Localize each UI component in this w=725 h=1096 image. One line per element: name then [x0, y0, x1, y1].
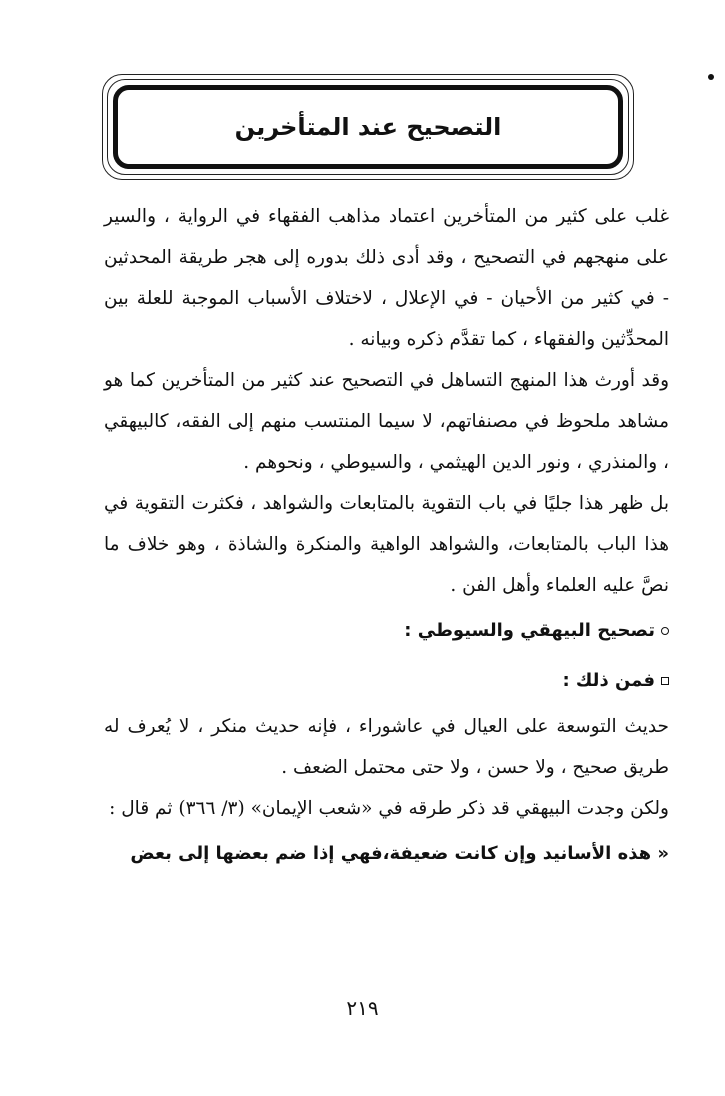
square-bullet-icon [661, 677, 669, 685]
circle-bullet-icon [661, 627, 669, 635]
chapter-title: التصحيح عند المتأخرين [234, 113, 502, 141]
page-body [104, 196, 669, 879]
bayhaqi-quote: « هذه الأسانيد وإن كانت ضعيفة،فهي إذا ضم بعضها إلى بعض [130, 843, 669, 864]
section-heading-text: تصحيح البيهقي والسيوطي : [404, 620, 655, 641]
title-frame [102, 74, 634, 180]
subheading-text: فمن ذلك : [562, 670, 655, 691]
paragraph-4: حديث التوسعة على العيال في عاشوراء ، فإنه حديث منكر ، لا يُعرف له طريق صحيح ، ولا حسن ، ولا حتى محتمل الضعف . [104, 716, 669, 778]
paragraph-5: ولكن وجدت البيهقي قد ذكر طرقه في «شعب الإيمان» (٣/ ٣٦٦) ثم قال : [109, 798, 669, 819]
paragraph-3: بل ظهر هذا جليًا في باب التقوية بالمتابعات والشواهد ، فكثرت التقوية في هذا الباب بالمتابعات، والشواهد الواهية والمنكرة والشاذة ، وهو خلاف ما نصَّ عليه العلماء وأهل الفن . [104, 493, 669, 596]
paragraph-1: غلب على كثير من المتأخرين اعتماد مذاهب الفقهاء في الرواية ، والسير على منهجهم في التصحيح ، وقد أدى ذلك بدوره إلى هجر طريقة المحدثين - في كثير من الأحيان - في الإعلال ، لاختلاف الأسباب الموجبة للعلة بين المحدِّثين والفقهاء ، كما تقدَّم ذكره وبيانه . [104, 206, 669, 350]
paragraph-2: وقد أورث هذا المنهج التساهل في التصحيح عند كثير من المتأخرين كما هو مشاهد ملحوظ في مصنفاتهم، لا سيما المنتسب منهم إلى الفقه، كالبيهقي ، والمنذري ، ونور الدين الهيثمي ، والسيوطي ، ونحوهم . [104, 370, 669, 473]
page-edge-mark [708, 74, 714, 80]
section-heading-bayhaqi-suyuti [104, 606, 669, 656]
page-number: ٢١٩ [346, 996, 379, 1020]
subheading-examples [104, 656, 669, 706]
title-frame-inner-border [113, 85, 623, 169]
